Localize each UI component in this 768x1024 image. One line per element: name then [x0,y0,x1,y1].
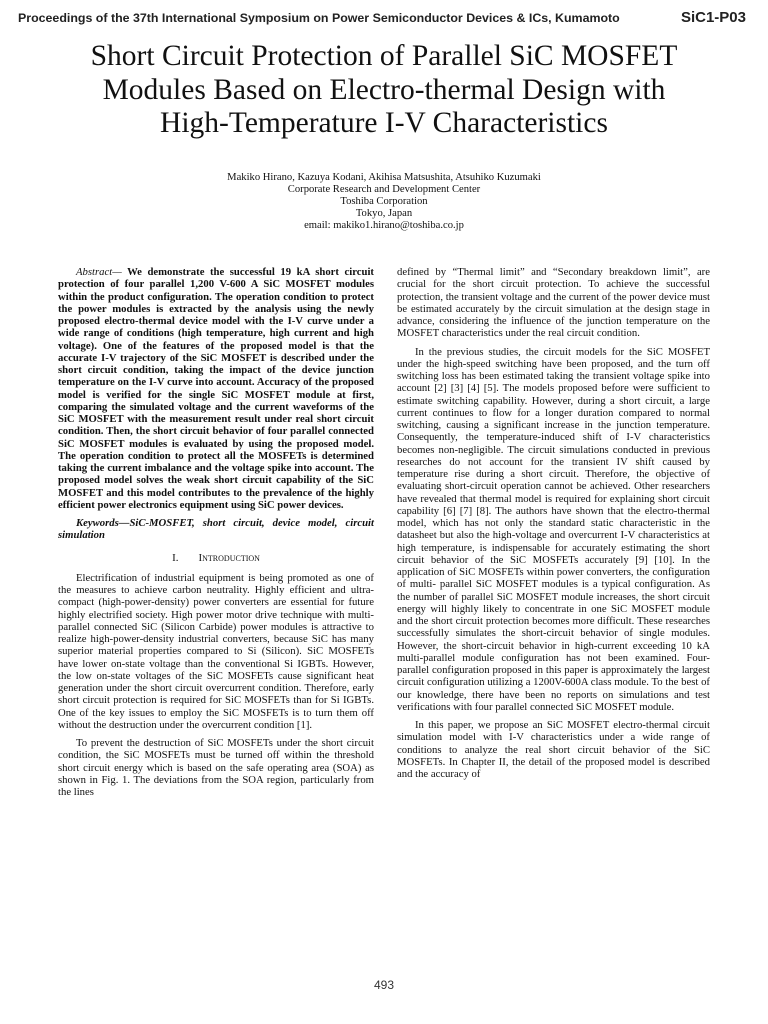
paragraph: Electrification of industrial equipment is being promoted as one of the measures to achieve carbon neutrality. Highly efficient and ultra-compact (high-power-density) power converters are essential for future highly electrified society. High power motor drive technique with multi-parallel connected SiC (Silicon Carbide) power modules is attractive to realize high-power-density industrial converters, because SiC has many superior material properties compared to Si (Silicon). SiC MOSFETs have lower on-state voltage than the conventional Si IGBTs. However, the low on-state voltages of the SiC MOSFETs cause significant heat generation under the short circuit overcurrent condition. Therefore, early short circuit protection is required for SiC MOSFETs than for Si IGBTs. One of the key issues to employ the SiC MOSFETs is to turn them off without the destruction under the overcurrent condition [1]. [58,571,374,731]
author-location: Tokyo, Japan [355,208,413,219]
title-line: Modules Based on Electro-thermal Design with [102,73,666,106]
page-number: 493 [373,978,395,992]
section-number: I. [172,551,179,564]
author-department: Corporate Research and Development Center [287,184,481,195]
author-names: Makiko Hirano, Kazuya Kodani, Akihisa Matsushita, Atsuhiko Kuzumaki [227,172,541,183]
section-heading [58,552,374,564]
paper-id: SiC1-P03 [680,9,746,26]
author-company: Toshiba Corporation [340,196,428,207]
author-email: email: makiko1.hirano@toshiba.co.jp [304,220,464,231]
keywords [58,517,374,542]
section-title: Introduction [198,551,260,564]
paragraph: To prevent the destruction of SiC MOSFETs under the short circuit condition, the SiC MOSFETs must be turned off within the threshold short circuit energy which is based on the safe operating area (SOA) as shown in Fig. 1. The deviations from the SOA region, particularly from the lines [58,737,374,798]
author-block [80,172,688,232]
keywords-lead: Keywords— [76,517,130,529]
right-column [397,266,710,780]
title-line: Short Circuit Protection of Parallel SiC MOSFET [90,40,678,72]
paragraph: In this paper, we propose an SiC MOSFET electro-thermal circuit simulation model with I-V characteristics under a wide range of conditions to analyze the real short circuit behavior of the SiC MOSFETs. In Chapter II, the detail of the proposed model is described and the accuracy of [397,719,710,780]
abstract-text: We demonstrate the successful 19 kA short circuit protection of four parallel 1,200 V-600 A SiC MOSFET modules within the product configuration. The operation condition to protect the power modules is extracted by the analysis using the newly proposed electro-thermal device model with the I-V curve under a wide range of conditions (high temperature, high current and high voltage). One of the features of the proposed model is that the accurate I-V trajectory of the SiC MOSFET is described under the short circuit condition, taking the impact of the device junction temperature on the I-V curve into account. Accuracy of the proposed model is verified for the single SiC MOSFET module at first, comparing the simulated voltage and the current waveforms of the SiC MOSFET with the measurement result under real short circuit condition. Then, the short circuit behavior of four parallel connected SiC MOSFET modules is evaluated by using the proposed model. The operation condition to protect all the MOSFETs is determined taking the current imbalance and the voltage spike into account. The proposed model solves the weak short circuit capability of the SiC MOSFET and this model contributes to the prevalence of the highly efficient power electronics equipment using SiC power devices. [58,266,374,511]
keywords-text: SiC-MOSFET, short circuit, device model, circuit simulation [58,517,374,542]
proceedings-header: Proceedings of the 37th International Symposium on Power Semiconductor Devices & ICs, Kumamoto [18,11,620,25]
paragraph: In the previous studies, the circuit models for the SiC MOSFET under the high-speed switching have been proposed, and the turn off switching loss has been estimated taking the transient voltage spike into account [2] [3] [4] [5]. The models proposed before were sufficient to estimate switching capability. However, during a short circuit, a large current continues to flow for a longer duration compared to normal switching, causing a significant increase in the junction temperature. Consequently, the temperature-induced shift of I-V characteristics becomes non-negligible. The circuit simulations conducted in previous researches do not account for the transient IV shift caused by temperature rise during a short circuit. Therefore, the objective of evaluating short-circuit operation cannot be achieved. Other researchers have revealed that thermal model is required for explaining short circuit capability [6] [7] [8]. The authors have shown that the electro-thermal model, which has not only the standard static characteristic in the datasheet but also the high-voltage and overcurrent I-V characteristics at high temperature, is indispensable for accurately estimating the short circuit behavior of the SiC MOSFETs accurately [9] [10]. In the application of SiC MOSFETs within power converters, the configuration of multi- parallel SiC MOSFET modules is a typical configuration. As the number of parallel SiC MOSFET module increases, the short circuit energy will highly likely to concentrate in one SiC MOSFET module and the short circuit protection becomes more difficult. These researches successfully simulates the short-circuit behavior of single modules. However, the short-circuit behavior in high-current exceeding 10 kA multi-parallel module configuration has not been examined. Four-parallel configuration proposed in this paper is approximately the largest circuit configuration utilizing a 1200V-600A class module. To the best of our knowledge, there have been no reports on simulations and test verifications with four parallel connected SiC MOSFET module. [397,345,710,713]
paragraph: defined by “Thermal limit” and “Secondary breakdown limit”, are crucial for the short circuit protection. To achieve the successful protection, the transient voltage and the current of the power device must be estimated accurately by the circuit simulation at the design stage in advance, considering the influence of the junction temperature on the MOSFET characteristics under the real circuit condition. [397,266,710,340]
abstract [58,266,374,511]
left-column [58,266,374,798]
paper-title [40,40,728,141]
abstract-lead: Abstract— [76,266,122,278]
title-line: High-Temperature I-V Characteristics [160,107,608,139]
